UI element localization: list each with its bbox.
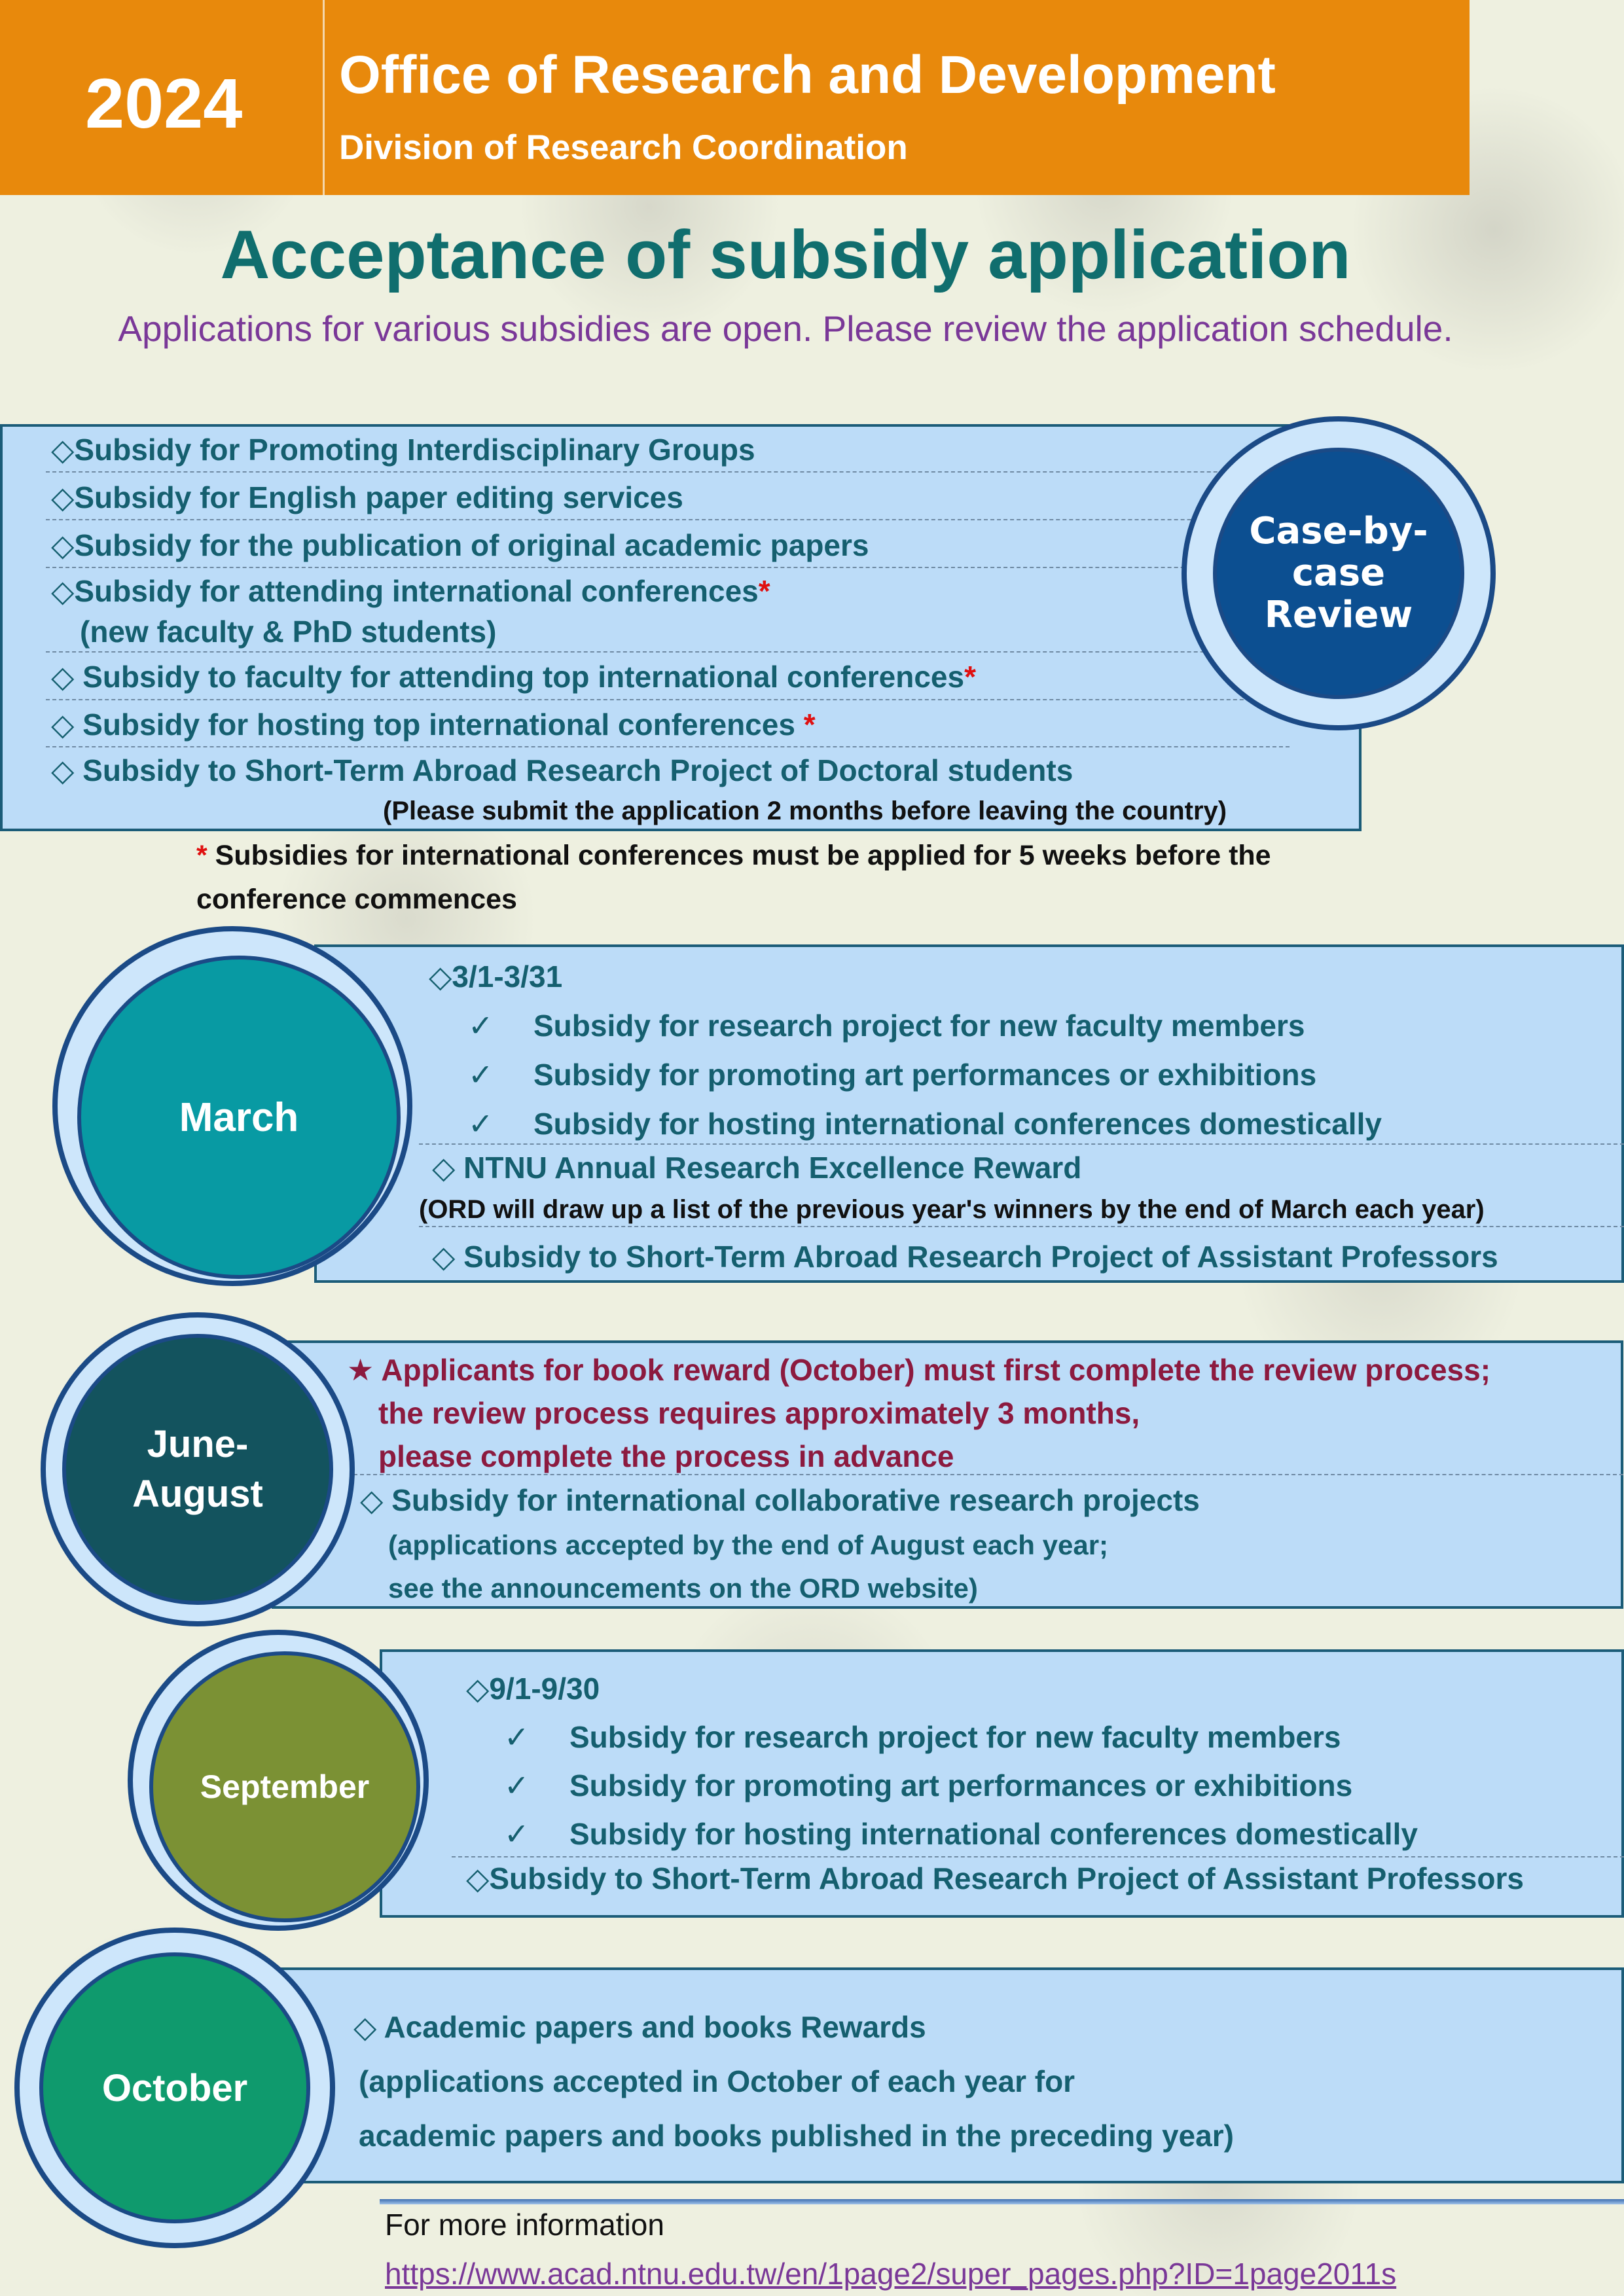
footer-label: For more information — [385, 2208, 664, 2242]
list-item — [51, 659, 976, 694]
page-subtitle: Applications for various subsidies are open. Please review the application schedule. — [118, 308, 1453, 349]
header-divider — [323, 0, 325, 195]
star-note-line2: the review process requires approximately 3 months, — [378, 1396, 1140, 1430]
list-item: ◇ Subsidy for international collaborative research projects — [360, 1483, 1200, 1517]
page-title: Acceptance of subsidy application — [220, 217, 1351, 293]
asterisk-mark: * — [964, 660, 976, 694]
march-label: March — [179, 1094, 299, 1140]
list-item — [51, 573, 770, 609]
list-item: ✓ Subsidy for research project for new faculty members — [504, 1720, 1341, 1754]
june-august-circle — [62, 1334, 333, 1605]
list-item-note: (applications accepted by the end of August each year; — [388, 1530, 1109, 1560]
header-year: 2024 — [85, 63, 243, 143]
divider — [46, 567, 1290, 568]
list-item: ✓ Subsidy for research project for new faculty members — [468, 1009, 1305, 1043]
list-item: ✓ Subsidy for hosting international conferences domestically — [504, 1817, 1418, 1851]
list-item: ◇Subsidy to Short-Term Abroad Research Project of Assistant Professors — [466, 1861, 1524, 1895]
check-icon: ✓ — [468, 1058, 494, 1092]
divider — [46, 519, 1290, 520]
september-circle — [149, 1651, 420, 1922]
office-name: Office of Research and Development — [339, 45, 1276, 105]
september-period: ◇9/1-9/30 — [466, 1672, 600, 1706]
list-item: ◇Subsidy for English paper editing services — [51, 480, 683, 514]
division-name: Division of Research Coordination — [339, 128, 908, 167]
divider — [46, 699, 1290, 700]
divider — [46, 471, 1290, 473]
list-item: ◇Subsidy for Promoting Interdisciplinary Groups — [51, 433, 755, 467]
list-item-text: ◇Subsidy for attending international conferences — [51, 574, 759, 608]
conference-note-line2: conference commences — [196, 884, 517, 915]
asterisk-mark: * — [196, 840, 208, 871]
list-item-note: (Please submit the application 2 months before leaving the country) — [383, 797, 1227, 825]
check-icon: ✓ — [468, 1009, 494, 1043]
list-item: ◇ NTNU Annual Research Excellence Reward — [432, 1151, 1082, 1185]
march-circle — [77, 956, 401, 1279]
asterisk-mark: * — [803, 708, 816, 742]
list-item: ◇ Subsidy to Short-Term Abroad Research Project of Assistant Professors — [432, 1240, 1498, 1274]
more-info-link[interactable]: https://www.acad.ntnu.edu.tw/en/1page2/super_pages.php?ID=1page2011s — [385, 2257, 1397, 2291]
star-note: ★ Applicants for book reward (October) must first complete the review process; — [347, 1353, 1491, 1387]
check-icon: ✓ — [504, 1817, 530, 1851]
check-icon: ✓ — [504, 1768, 530, 1803]
divider — [419, 1226, 1624, 1227]
case-review-label: Case-by- case Review — [1249, 510, 1428, 636]
list-item-note: (ORD will draw up a list of the previous year's winners by the end of March each year) — [419, 1195, 1485, 1224]
divider — [452, 1856, 1624, 1857]
check-icon: ✓ — [504, 1720, 530, 1754]
divider — [46, 746, 1290, 747]
case-review-circle — [1213, 448, 1464, 699]
list-item-text: ◇ Subsidy to faculty for attending top international conferences — [51, 660, 965, 694]
asterisk-mark: * — [758, 574, 770, 608]
list-item: ◇ Subsidy to Short-Term Abroad Research Project of Doctoral students — [51, 753, 1074, 787]
divider — [353, 1474, 1623, 1475]
star-note-line3: please complete the process in advance — [378, 1439, 954, 1473]
check-icon: ✓ — [468, 1107, 494, 1141]
list-item: ◇Subsidy for the publication of original academic papers — [51, 528, 869, 562]
september-label: September — [200, 1768, 370, 1805]
list-item-note: see the announcements on the ORD website) — [388, 1573, 978, 1604]
list-item-text: ◇ Subsidy for hosting top international conferences — [51, 708, 804, 742]
list-item-note: (applications accepted in October of each year for — [359, 2064, 1075, 2098]
list-item: ✓ Subsidy for promoting art performances or exhibitions — [468, 1058, 1317, 1092]
list-item — [51, 707, 816, 742]
footer-divider — [380, 2199, 1624, 2204]
list-item: ✓ Subsidy for promoting art performances or exhibitions — [504, 1768, 1353, 1803]
list-item-note: (new faculty & PhD students) — [80, 615, 497, 649]
march-period: ◇3/1-3/31 — [429, 960, 563, 994]
june-august-label: June- August — [132, 1423, 263, 1515]
divider — [419, 1143, 1624, 1145]
list-item: ✓ Subsidy for hosting international conferences domestically — [468, 1107, 1382, 1141]
list-item-note: academic papers and books published in the preceding year) — [359, 2119, 1234, 2153]
october-label: October — [101, 2066, 248, 2109]
divider — [46, 651, 1290, 653]
list-item: ◇ Academic papers and books Rewards — [353, 2010, 926, 2044]
conference-note: * Subsidies for international conferences must be applied for 5 weeks before the — [196, 840, 1271, 871]
october-circle — [39, 1952, 310, 2223]
